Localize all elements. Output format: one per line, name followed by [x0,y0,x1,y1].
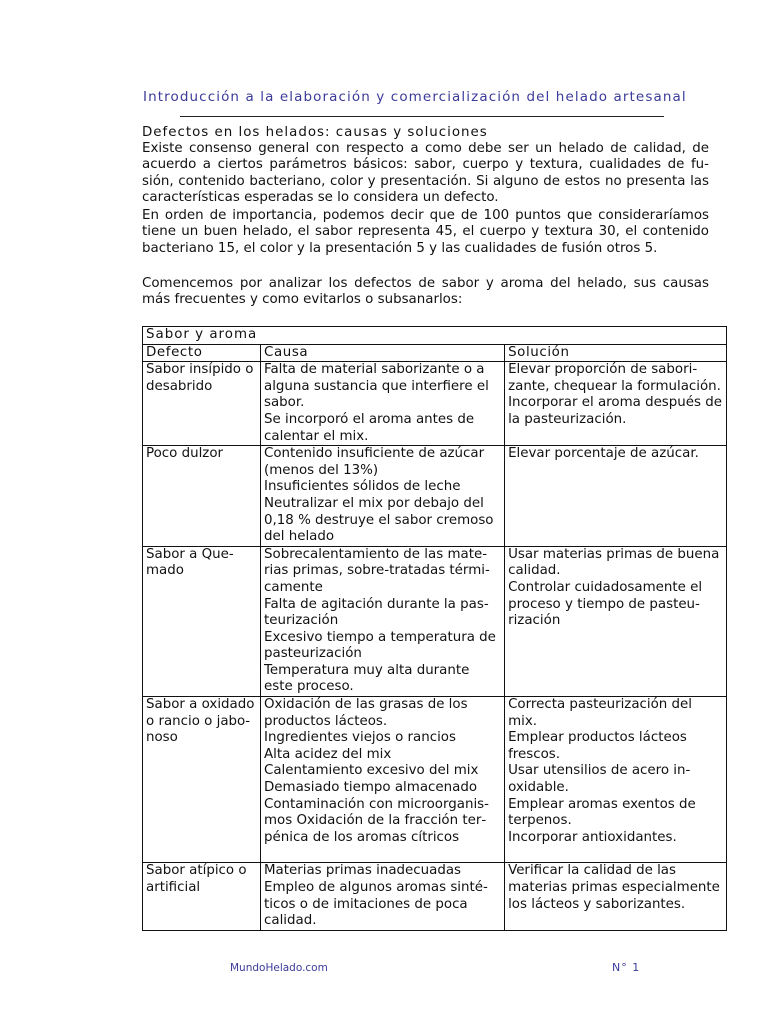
cause-item: Ingredientes viejos o rancios [264,730,456,746]
solution-item: Usar materias primas de buena calidad. [508,546,720,579]
cause-cell [261,446,505,547]
solution-cell [505,546,727,696]
solution-item: Elevar porcentaje de azúcar. [508,446,699,462]
defect-cell: Sabor a oxidado o rancio o jabonoso [143,697,261,863]
cause-item: Demasiado tiempo almacenado [264,780,478,796]
defect-cell: Sabor insípido o desabrido [143,362,261,446]
page-number: N° 1 [612,961,641,974]
cause-item: Materias primas inadecuadas [264,863,462,879]
solution-cell [505,863,727,930]
header-divider [180,116,664,117]
defect-cell: Poco dulzor [143,446,261,547]
solution-item: Elevar proporción de saborizante, chequear la formulación. [508,362,721,394]
cause-item: Alta acidez del mix [264,746,392,762]
intro-paragraph: Existe consenso general con respecto a como debe ser un helado de calidad, de acuerdo a ciertos parámetros básicos: sabor, cuerpo y textura, cualidades de fusión, contenido bacteriano, color y presentación. Si alguno de estos no presenta las características esperadas se lo considera un defecto. [142,141,709,206]
column-header-solucion: Solución [505,344,727,362]
cause-item: Calentamiento excesivo del mix [264,763,479,779]
solution-item: Verificar la calidad de las materias primas especialmente los lácteos y saborizantes. [508,863,720,912]
importance-paragraph: En orden de importancia, podemos decir que de 100 puntos que consideraríamos tiene un buen helado, el sabor representa 45, el cuerpo y textura 30, el contenido bacteriano 15, el color y la presentación 5 y las cualidades de fusión otros 5. [142,208,709,256]
solution-item: Incorporar antioxidantes. [508,829,677,845]
solution-item: Usar utensilios de acero inoxidable. [508,763,691,796]
document-header-title: Introducción a la elaboración y comercialización del helado artesanal [143,89,687,105]
solution-item: Emplear productos lácteos frescos. [508,730,687,762]
column-header-defecto: Defecto [143,344,261,362]
solution-item: Incorporar el aroma después de la pasteurización. [508,395,722,427]
analysis-paragraph: Comencemos por analizar los defectos de sabor y aroma del helado, sus causas más frecuentes y como evitarlos o subsanarlos: [142,276,709,308]
table-header-row [143,344,727,362]
solution-item: Emplear aromas exentos de terpenos. [508,796,696,829]
defects-table [142,326,727,931]
cause-cell [261,863,505,930]
cause-item: Temperatura muy alta durante este proceso. [264,662,470,695]
cause-item: Empleo de algunos aromas sintéticos o de imitaciones de poca calidad. [264,880,488,929]
cause-cell [261,697,505,863]
solution-item: Correcta pasteurización del mix. [508,697,693,729]
solution-cell [505,697,727,863]
cause-item: Falta de material saborizante o a alguna sustancia que interfiere el sabor. [264,362,489,411]
solution-cell [505,362,727,446]
defect-cell: Sabor atípico o artificial [143,863,261,930]
defect-cell: Sabor a Quemado [143,546,261,696]
cause-item: Sobrecalentamiento de las materias primas, sobre-tratadas térmicamente [264,546,490,595]
table-row [143,863,727,930]
cause-item: Neutralizar el mix por debajo del 0,18 % destruye el sabor cremoso del helado [264,495,494,545]
table-caption-row [143,327,727,345]
table-row [143,697,727,863]
solution-cell [505,446,727,547]
cause-cell [261,362,505,446]
section-title: Defectos en los helados: causas y soluciones [142,125,488,140]
cause-item: Se incorporó el aroma antes de calentar el mix. [264,411,475,444]
cause-cell [261,546,505,696]
solution-item: Controlar cuidadosamente el proceso y tiempo de pasteurización [508,579,703,629]
cause-item: Insuficientes sólidos de leche [264,479,461,495]
footer-site-name: MundoHelado.com [230,962,328,974]
cause-item: Excesivo tiempo a temperatura de pasteurización [264,629,496,662]
table-row [143,546,727,696]
cause-item: Contenido insuficiente de azúcar (menos del 13%) [264,446,485,478]
table-caption: Sabor y aroma [143,327,727,345]
cause-item: Contaminación con microorganismos Oxidación de la fracción terpénica de los aromas cítricos [264,796,489,845]
table-row [143,446,727,547]
cause-item: Oxidación de las grasas de los productos lácteos. [264,697,468,729]
table-row [143,362,727,446]
column-header-causa: Causa [261,344,505,362]
cause-item: Falta de agitación durante la pasteurización [264,596,489,629]
